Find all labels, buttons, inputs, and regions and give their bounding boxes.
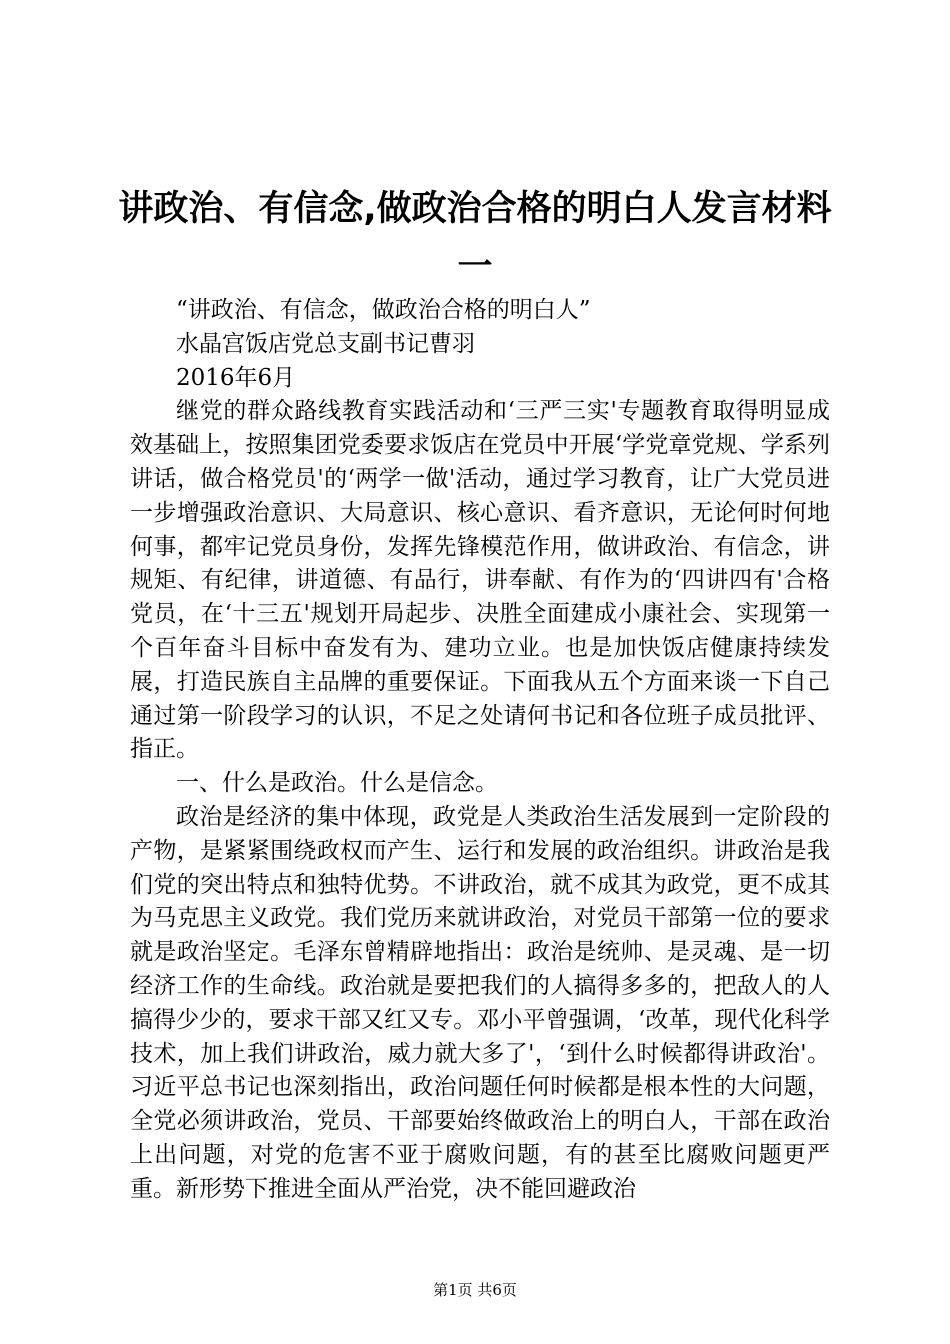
document-title: 讲政治、有信念,做政治合格的明白人发言材料一 bbox=[118, 189, 832, 287]
date-line: 2016年6月 bbox=[176, 364, 296, 391]
author-line: 水晶宫饭店党总支副书记曹羽 bbox=[176, 330, 475, 357]
quoted-heading: “讲政治、有信念，做政治合格的明白人” bbox=[176, 297, 591, 323]
document-body bbox=[130, 294, 830, 1207]
page-number-footer: 第1页 共6页 bbox=[433, 1281, 517, 1299]
intro-paragraph: 继党的群众路线教育实践活动和‘三严三实'专题教育取得明显成效基础上，按照集团党委要求饭店在党员中开展‘学党章党规、学系列讲话，做合格党员'的‘两学一做'活动，通过学习教育，让广大党员进一步增强政治意识、大局意识、核心意识、看齐意识，无论何时何地何事，都牢记党员身份，发挥先锋模范作用，做讲政治、有信念，讲规矩、有纪律，讲道德、有品行，讲奉献、有作为的‘四讲四有'合格党员，在‘十三五'规划开局起步、决胜全面建成小康社会、实现第一个百年奋斗目标中奋发有为、建功立业。也是加快饭店健康持续发展，打造民族自主品牌的重要保证。下面我从五个方面来谈一下自己通过第一阶段学习的认识，不足之处请何书记和各位班子成员批评、指正。 bbox=[130, 398, 830, 763]
section-1-paragraph: 政治是经济的集中体现，政党是人类政治生活发展到一定阶段的产物，是紧紧围绕政权而产生、运行和发展的政治组织。讲政治是我们党的突出特点和独特优势。不讲政治，就不成其为政党，更不成其为马克思主义政党。我们党历来就讲政治，对党员干部第一位的要求就是政治坚定。毛泽东曾精辟地指出：政治是统帅、是灵魂、是一切经济工作的生命线。政治就是要把我们的人搞得多多的，把敌人的人搞得少少的，要求干部又红又专。邓小平曾强调，‘改革，现代化科学技术，加上我们讲政治，威力就大多了'，‘到什么时候都得讲政治'。习近平总书记也深刻指出，政治问题任何时候都是根本性的大问题，全党必须讲政治，党员、干部要始终做政治上的明白人，干部在政治上出问题，对党的危害不亚于腐败问题，有的甚至比腐败问题更严重。新形势下推进全面从严治党，决不能回避政治 bbox=[130, 803, 830, 1202]
section-heading-1: 一、什么是政治。什么是信念。 bbox=[176, 770, 498, 797]
